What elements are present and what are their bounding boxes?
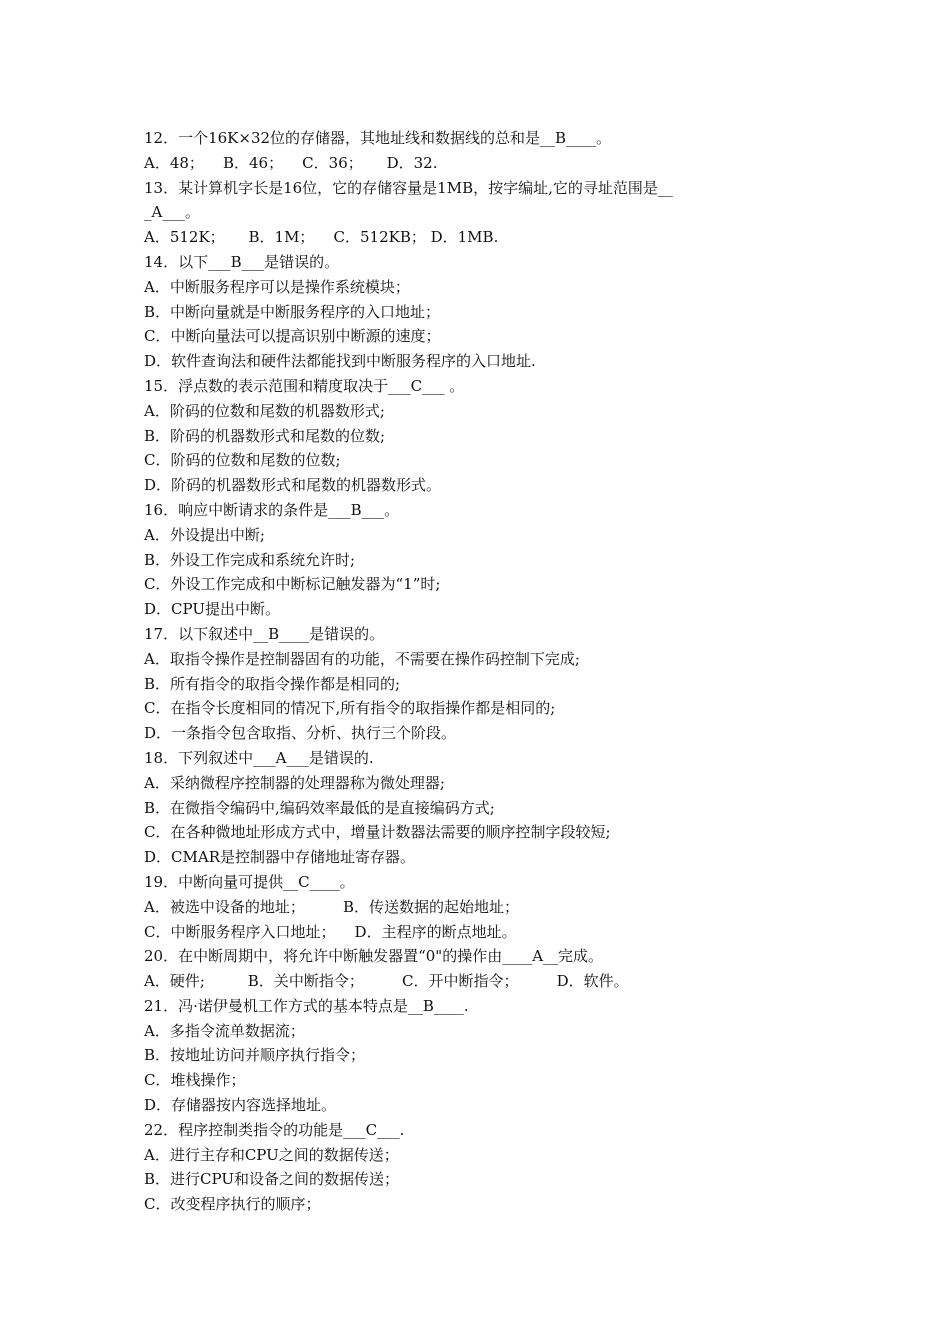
text-line: 17．以下叙述中__B____是错误的。 bbox=[144, 624, 385, 643]
text-line: D．一条指令包含取指、分析、执行三个阶段。 bbox=[144, 724, 457, 743]
text-line: 16．响应中断请求的条件是___B___。 bbox=[144, 500, 400, 519]
text-line: A．48； B．46； C．36； D．32. bbox=[144, 153, 438, 172]
text-line: 20．在中断周期中，将允许中断触发器置“0"的操作由____A__完成。 bbox=[144, 947, 604, 966]
text-line: 18．下列叙述中___A___是错误的. bbox=[144, 748, 374, 767]
text-line: B．中断向量就是中断服务程序的入口地址； bbox=[144, 302, 441, 321]
text-line: A．取指令操作是控制器固有的功能，不需要在操作码控制下完成; bbox=[144, 649, 580, 668]
text-line: D．存储器按内容选择地址。 bbox=[144, 1096, 337, 1115]
document-body bbox=[144, 126, 824, 1217]
text-line: A．采纳微程序控制器的处理器称为微处理器; bbox=[144, 773, 445, 792]
text-line: 15．浮点数的表示范围和精度取决于___C___ 。 bbox=[144, 376, 465, 395]
text-line: A．阶码的位数和尾数的机器数形式; bbox=[144, 401, 385, 420]
text-line: B．进行CPU和设备之间的数据传送； bbox=[144, 1170, 399, 1189]
text-line: C．在指令长度相同的情况下,所有指令的取指操作都是相同的; bbox=[144, 699, 556, 718]
text-line: B．阶码的机器数形式和尾数的位数; bbox=[144, 426, 386, 445]
text-line: 22．程序控制类指令的功能是___C___. bbox=[144, 1120, 405, 1139]
text-line: B．外设工作完成和系统允许时; bbox=[144, 550, 356, 569]
text-line: D．阶码的机器数形式和尾数的机器数形式。 bbox=[144, 476, 442, 495]
text-line: B．在微指令编码中,编码效率最低的是直接编码方式; bbox=[144, 798, 495, 817]
text-line: C．堆栈操作； bbox=[144, 1071, 246, 1090]
text-line: _A___。 bbox=[144, 203, 200, 222]
text-line: C．外设工作完成和中断标记触发器为“1”时; bbox=[144, 575, 441, 594]
text-line: A．外设提出中断; bbox=[144, 525, 265, 544]
text-line: C．中断向量法可以提高识别中断源的速度； bbox=[144, 327, 441, 346]
text-line: D．软件查询法和硬件法都能找到中断服务程序的入口地址. bbox=[144, 352, 536, 371]
text-line: D．CPU提出中断。 bbox=[144, 600, 280, 619]
text-line: C．阶码的位数和尾数的位数; bbox=[144, 451, 341, 470]
text-line: C．中断服务程序入口地址； D．主程序的断点地址。 bbox=[144, 922, 517, 941]
text-line: B．按地址访问并顺序执行指令； bbox=[144, 1046, 366, 1065]
text-line: A．硬件; B．关中断指令； C．开中断指令； D．软件。 bbox=[144, 972, 629, 991]
text-line: 12．一个16K×32位的存储器，其地址线和数据线的总和是__B____。 bbox=[144, 129, 612, 147]
text-line: D．CMAR是控制器中存储地址寄存器。 bbox=[144, 848, 415, 867]
text-line: A．进行主存和CPU之间的数据传送； bbox=[144, 1145, 399, 1164]
text-line: 14．以下___B___是错误的。 bbox=[144, 252, 340, 271]
text-line: A．被选中设备的地址； B．传送数据的起始地址； bbox=[144, 897, 520, 916]
text-line: C．在各种微地址形成方式中，增量计数器法需要的顺序控制字段较短; bbox=[144, 823, 611, 842]
text-line: A．512K； B．1M； C．512KB； D．1MB. bbox=[144, 228, 499, 247]
text-line: 19．中断向量可提供__C____。 bbox=[144, 872, 355, 891]
text-line: C．改变程序执行的顺序； bbox=[144, 1195, 321, 1214]
text-line: A．多指令流单数据流； bbox=[144, 1021, 305, 1040]
text-line: A．中断服务程序可以是操作系统模块； bbox=[144, 277, 410, 296]
text-line: B．所有指令的取指令操作都是相同的; bbox=[144, 674, 401, 693]
text-line: 21．冯·诺伊曼机工作方式的基本特点是__B____. bbox=[144, 996, 469, 1015]
text-line: 13．某计算机字长是16位，它的存储容量是1MB，按字编址,它的寻址范围是__ bbox=[144, 178, 673, 197]
